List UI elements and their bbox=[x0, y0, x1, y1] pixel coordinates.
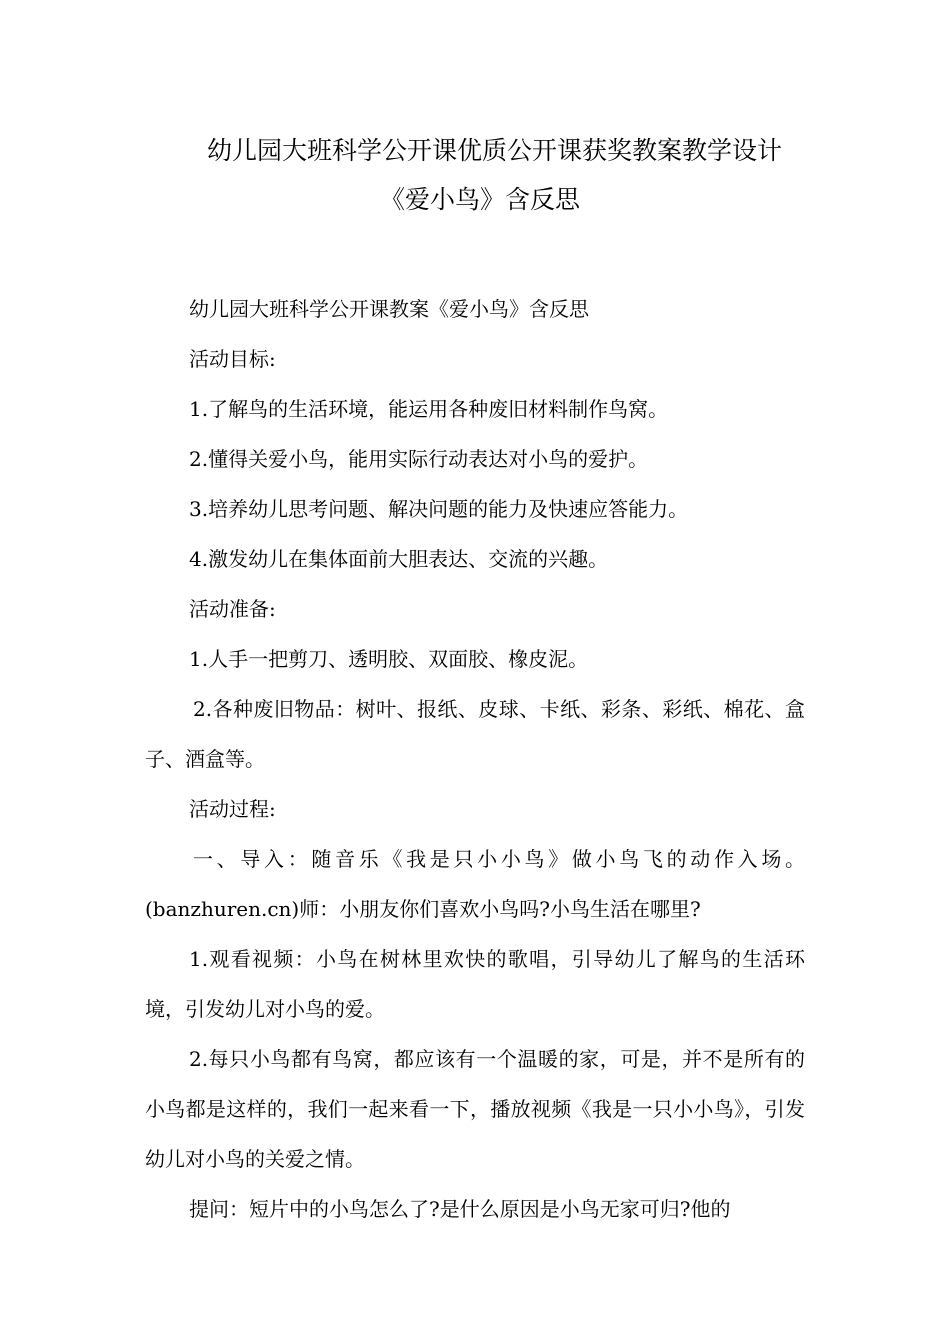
process-step-1: 1.观看视频：小鸟在树林里欢快的歌唱，引导幼儿了解鸟的生活环境，引发幼儿对小鸟的爱。 bbox=[145, 947, 805, 1021]
process-question: 提问：短片中的小鸟怎么了?是什么原因是小鸟无家可归?他的 bbox=[189, 1197, 731, 1221]
heading-activity-goals: 活动目标: bbox=[189, 347, 276, 371]
heading-activity-process: 活动过程: bbox=[189, 797, 276, 821]
goal-item-3: 3.培养幼儿思考问题、解决问题的能力及快速应答能力。 bbox=[189, 497, 689, 521]
process-step-2: 2.每只小鸟都有鸟窝，都应该有一个温暖的家，可是，并不是所有的小鸟都是这样的，我们一起来看一下，播放视频《我是一只小小鸟》，引发幼儿对小鸟的关爱之情。 bbox=[145, 1047, 805, 1171]
document-body bbox=[145, 284, 805, 1234]
heading-activity-preparation: 活动准备: bbox=[189, 597, 276, 621]
document-title-line-1: 幼儿园大班科学公开课优质公开课获奖教案教学设计 bbox=[207, 136, 783, 165]
document-title-line-2: 《爱小鸟》含反思 bbox=[380, 185, 581, 214]
goal-item-2: 2.懂得关爱小鸟，能用实际行动表达对小鸟的爱护。 bbox=[189, 447, 649, 471]
goal-item-1: 1.了解鸟的生活环境，能运用各种废旧材料制作鸟窝。 bbox=[189, 397, 669, 421]
preparation-item-1: 1.人手一把剪刀、透明胶、双面胶、橡皮泥。 bbox=[189, 647, 589, 671]
goal-item-4: 4.激发幼儿在集体面前大胆表达、交流的兴趣。 bbox=[189, 547, 609, 571]
process-intro: 一、导入：随音乐《我是只小小鸟》做小鸟飞的动作入场。(banzhuren.cn)师：小朋友你们喜欢小鸟吗?小鸟生活在哪里? bbox=[145, 847, 805, 921]
paragraph-subtitle: 幼儿园大班科学公开课教案《爱小鸟》含反思 bbox=[189, 297, 589, 321]
preparation-item-2: 2.各种废旧物品：树叶、报纸、皮球、卡纸、彩条、彩纸、棉花、盒子、酒盒等。 bbox=[145, 697, 805, 771]
